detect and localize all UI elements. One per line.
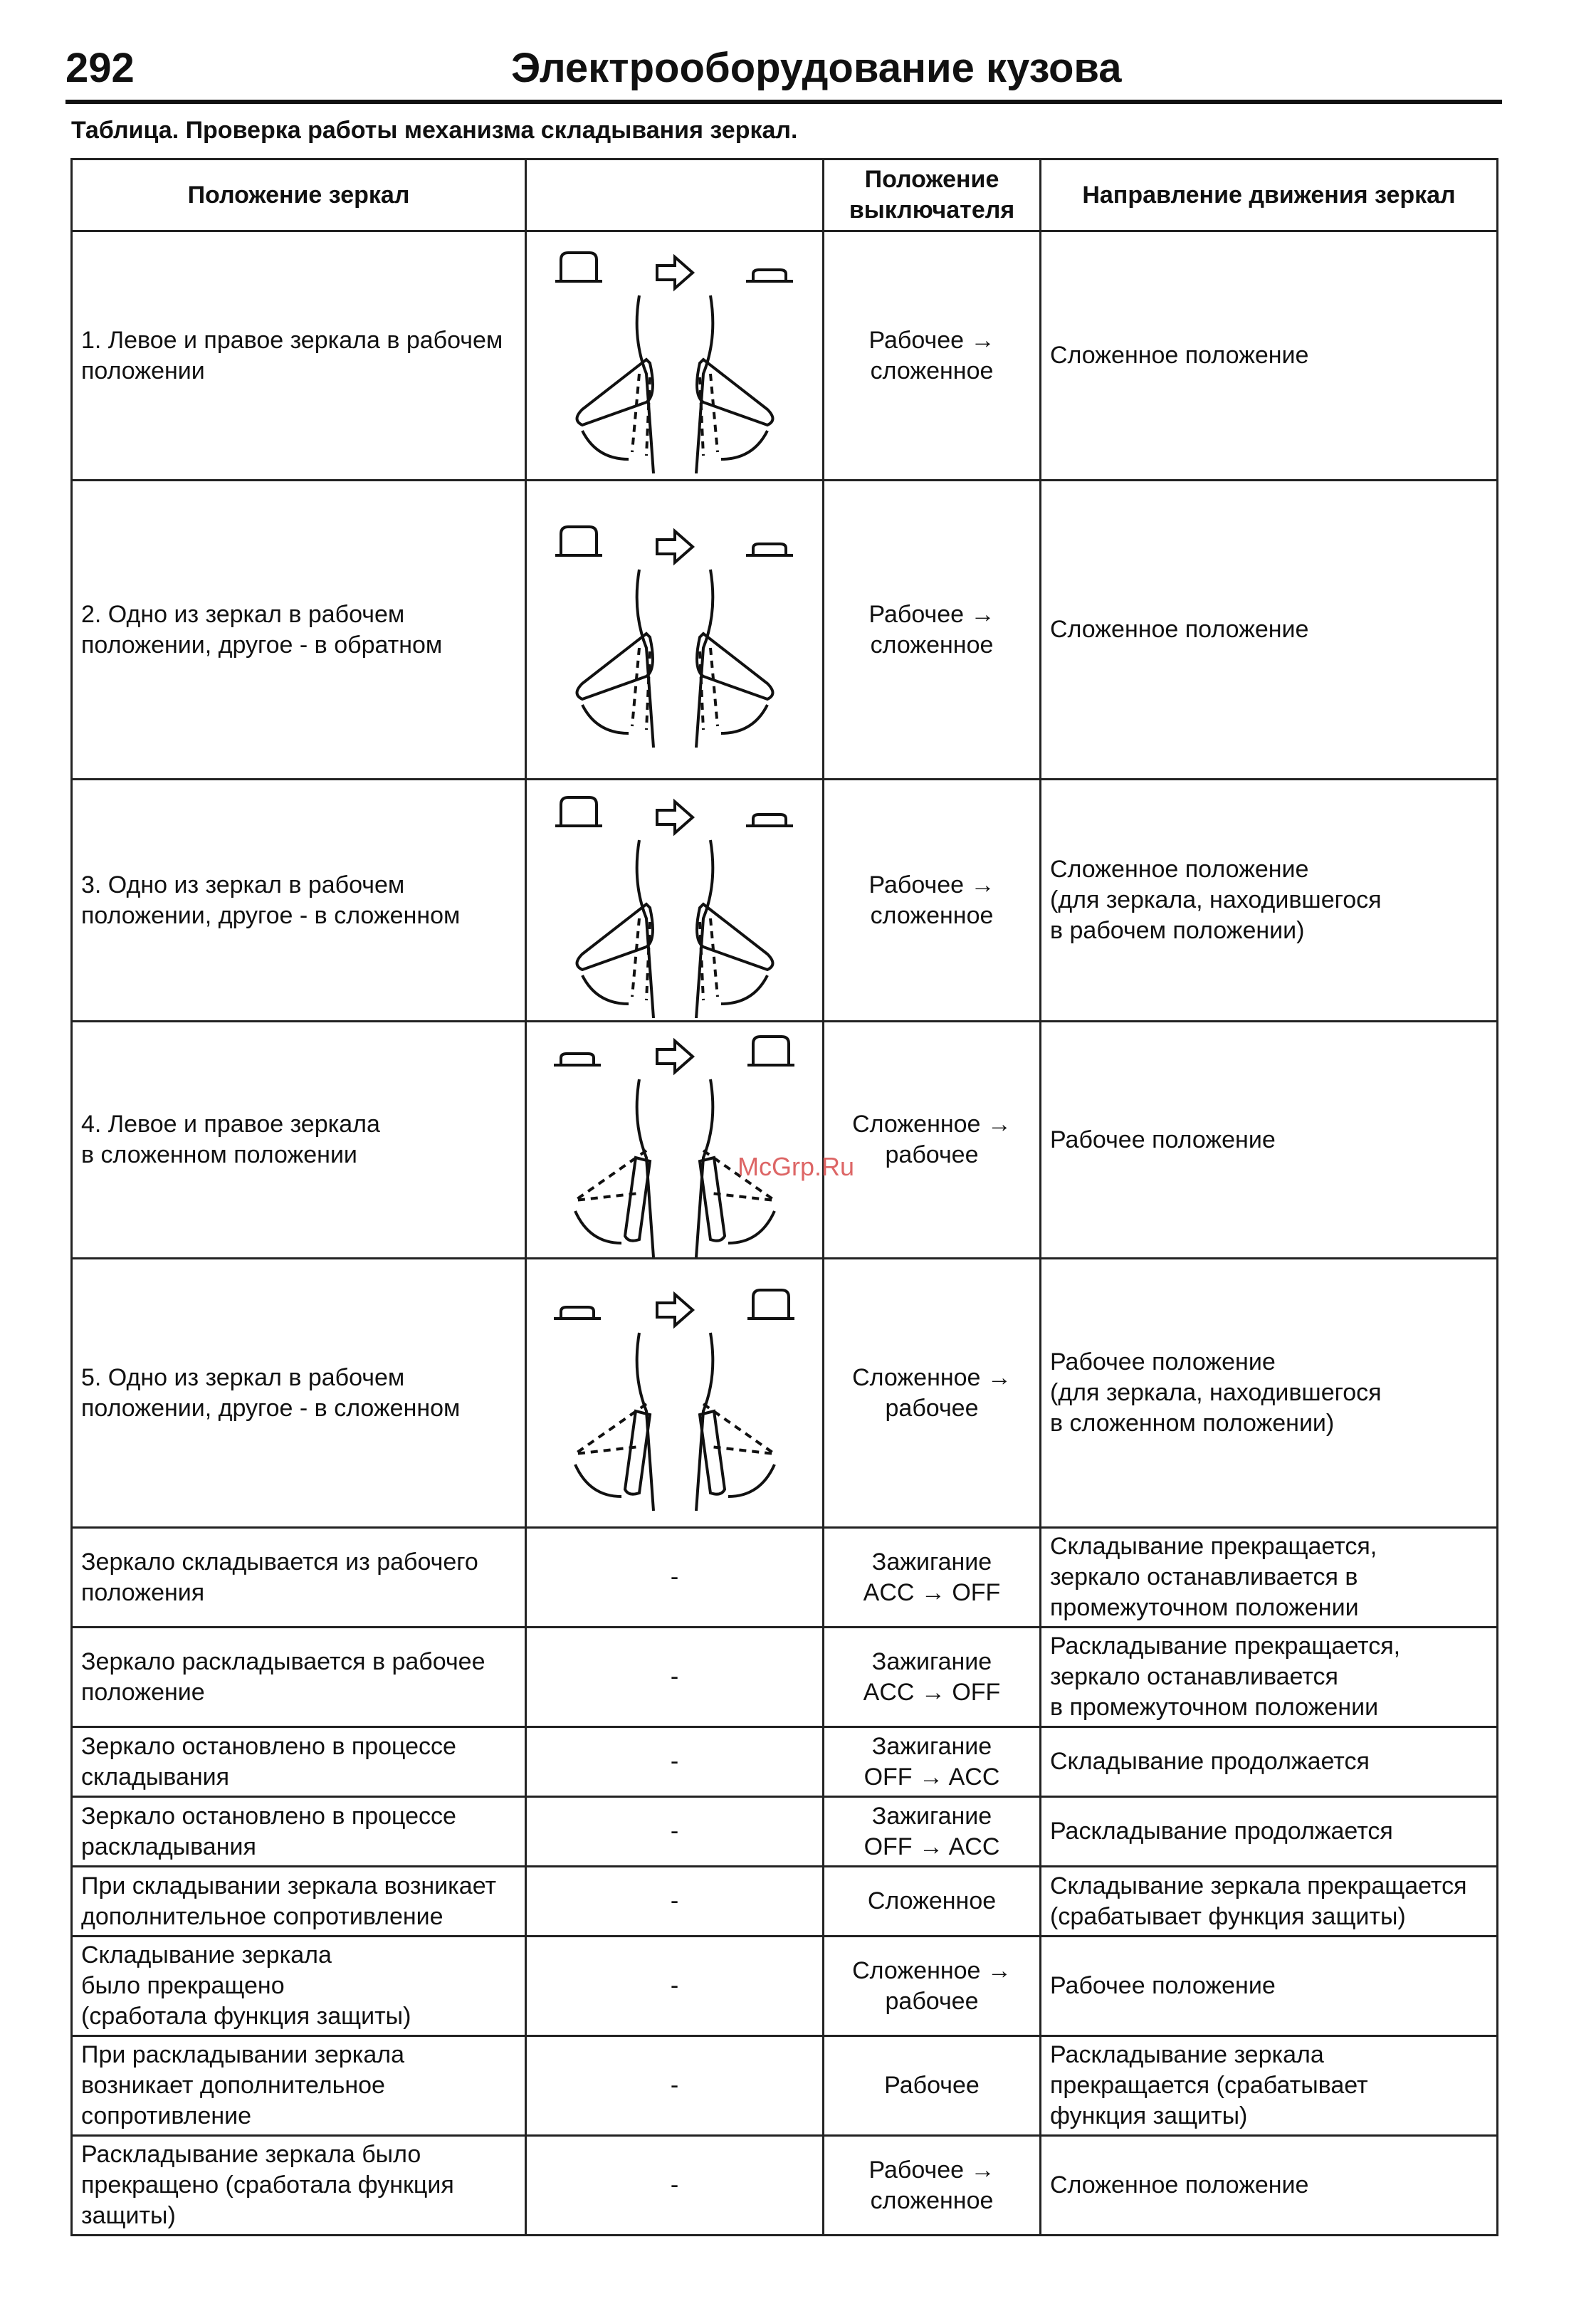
switch-lowered-icon	[746, 814, 793, 826]
mirror-position-line: (сработала функция защиты)	[81, 2003, 411, 2030]
unfold-arrow-right-icon	[728, 1464, 775, 1497]
switch-raised-icon	[747, 1290, 794, 1319]
right-arrow-icon	[657, 257, 693, 288]
mirror-left-open-dashed	[575, 1151, 646, 1200]
mirror-left-open-dashed	[575, 1404, 646, 1454]
mirror-position-line: 3. Одно из зеркал в рабочем	[81, 871, 405, 898]
switch-position-line: OFF → ACC	[863, 1833, 1000, 1860]
diagram-cell-empty: -	[526, 1867, 824, 1937]
fold-arrow-right-icon	[721, 705, 767, 733]
table-row	[72, 1022, 1498, 1259]
diagram-cell-empty: -	[526, 1937, 824, 2036]
table-row	[72, 1867, 1498, 1937]
switch-position-line: Рабочее	[884, 2072, 980, 2099]
switch-position-line: сложенное	[870, 631, 994, 659]
movement-direction-cell	[1041, 1797, 1498, 1867]
mirror-position-line: сопротивление	[81, 2102, 252, 2129]
right-arrow-icon	[657, 1041, 693, 1072]
diagram-cell-empty: -	[526, 1528, 824, 1628]
mirror-left-open	[577, 904, 653, 970]
switch-position-cell	[824, 1628, 1041, 1727]
column-header-direction: Направление движения зеркал	[1041, 159, 1498, 231]
movement-direction-cell	[1041, 1727, 1498, 1797]
mirror-position-line: положения	[81, 1578, 205, 1606]
mirror-position-cell	[72, 1528, 526, 1628]
switch-lowered-icon	[554, 1307, 601, 1319]
mirror-position-cell	[72, 2136, 526, 2236]
mirror-position-line: Зеркало складывается из рабочего	[81, 1548, 478, 1576]
diagram-cell-empty: -	[526, 2136, 824, 2236]
unfold-arrow-left-icon	[575, 1464, 621, 1497]
mirror-position-cell	[72, 481, 526, 780]
diagram-cell-empty: -	[526, 1797, 824, 1867]
switch-position-cell	[824, 1528, 1041, 1628]
table-row	[72, 780, 1498, 1022]
mirror-right-open	[697, 360, 773, 425]
switch-position-line: рабочее	[885, 1987, 979, 2015]
switch-position-cell	[824, 1797, 1041, 1867]
movement-direction-line: функция защиты)	[1050, 2102, 1248, 2129]
mirror-left-open	[577, 634, 653, 699]
movement-direction-cell	[1041, 231, 1498, 481]
mirror-position-line: положение	[81, 1678, 205, 1706]
mirror-position-line: Зеркало остановлено в процессе	[81, 1732, 456, 1760]
switch-position-cell	[824, 780, 1041, 1022]
movement-direction-cell	[1041, 1937, 1498, 2036]
movement-direction-cell	[1041, 481, 1498, 780]
table-row	[72, 1259, 1498, 1528]
movement-direction-line: Раскладывание зеркала	[1050, 2041, 1324, 2068]
mirror-position-line: Зеркало остановлено в процессе	[81, 1802, 456, 1830]
table-row	[72, 2036, 1498, 2136]
mirror-position-cell	[72, 1628, 526, 1727]
switch-position-line: Зажигание	[871, 1802, 992, 1830]
movement-direction-line: прекращается (срабатывает	[1050, 2072, 1368, 2099]
fold-arrow-right-icon	[721, 975, 767, 1004]
switch-position-cell	[824, 1867, 1041, 1937]
mirror-position-line: 2. Одно из зеркал в рабочем	[81, 600, 405, 628]
table-header-row	[72, 159, 1498, 231]
mirror-position-line: возникает дополнительное	[81, 2072, 385, 2099]
movement-direction-line: Раскладывание прекращается,	[1050, 1633, 1401, 1660]
mirror-position-line: положении, другое - в сложенном	[81, 1394, 461, 1422]
mirror-position-cell	[72, 1937, 526, 2036]
mirror-position-line: При раскладывании зеркала	[81, 2041, 404, 2068]
mirror-position-line: дополнительное сопротивление	[81, 1902, 443, 1930]
mirror-left-open	[577, 360, 653, 425]
switch-position-cell	[824, 1727, 1041, 1797]
diagram-cell	[526, 1022, 824, 1259]
switch-lowered-icon	[554, 1054, 601, 1065]
movement-direction-line: в промежуточном положении	[1050, 1694, 1379, 1721]
mirror-position-line: 4. Левое и правое зеркала	[81, 1111, 380, 1138]
movement-direction-line: Рабочее положение	[1050, 1348, 1276, 1376]
fold-arrow-left-icon	[582, 431, 629, 459]
switch-position-cell	[824, 231, 1041, 481]
movement-direction-line: Раскладывание продолжается	[1050, 1818, 1393, 1845]
movement-direction-line: Сложенное положение	[1050, 616, 1309, 643]
mirror-position-cell	[72, 1727, 526, 1797]
fold-arrow-left-icon	[582, 975, 629, 1004]
switch-position-line: Зажигание	[871, 1732, 992, 1760]
table-caption: Таблица. Проверка работы механизма складывания зеркал.	[71, 117, 798, 144]
mirror-position-line: При складывании зеркала возникает	[81, 1872, 497, 1900]
switch-position-line: Сложенное →	[852, 1111, 1012, 1138]
column-header-diagram	[526, 159, 824, 231]
mirror-position-cell	[72, 231, 526, 481]
column-header-switch-line2: выключателя	[849, 197, 1015, 224]
right-arrow-icon	[657, 1294, 693, 1326]
switch-position-line: рабочее	[885, 1394, 979, 1422]
movement-direction-line: в рабочем положении)	[1050, 917, 1305, 944]
movement-direction-line: в сложенном положении)	[1050, 1410, 1335, 1437]
switch-position-line: ACC → OFF	[863, 1578, 1001, 1606]
mirror-position-cell	[72, 2036, 526, 2136]
switch-position-line: Рабочее →	[868, 326, 995, 354]
switch-raised-icon	[555, 527, 602, 555]
mirror-position-cell	[72, 1797, 526, 1867]
diagram-cell	[526, 481, 824, 780]
switch-position-cell	[824, 2136, 1041, 2236]
mirror-position-line: в сложенном положении	[81, 1141, 357, 1168]
switch-position-line: Рабочее →	[868, 871, 995, 898]
diagram-cell	[526, 231, 824, 481]
mirror-position-line: 5. Одно из зеркал в рабочем	[81, 1363, 405, 1391]
diagram-cell-empty: -	[526, 1727, 824, 1797]
movement-direction-line: Сложенное положение	[1050, 856, 1309, 883]
movement-direction-line: (срабатывает функция защиты)	[1050, 1902, 1406, 1930]
switch-position-cell	[824, 2036, 1041, 2136]
mirror-position-line: положении	[81, 357, 205, 384]
movement-direction-line: зеркало останавливается в	[1050, 1563, 1358, 1591]
movement-direction-cell	[1041, 1022, 1498, 1259]
switch-position-line: ACC → OFF	[863, 1678, 1001, 1706]
switch-position-line: OFF → ACC	[863, 1763, 1000, 1791]
switch-position-line: Сложенное	[867, 1887, 997, 1914]
page-title: Электрооборудование кузова	[511, 45, 1122, 91]
switch-lowered-icon	[746, 270, 793, 281]
diagram-cell-empty: -	[526, 2036, 824, 2136]
header-rule	[65, 100, 1502, 104]
movement-direction-line: промежуточном положении	[1050, 1594, 1359, 1621]
diagram-cell-empty: -	[526, 1628, 824, 1727]
mirror-position-line: было прекращено	[81, 1972, 285, 1999]
mirror-position-cell	[72, 1022, 526, 1259]
mirror-position-cell	[72, 1259, 526, 1528]
switch-position-line: Рабочее →	[868, 600, 995, 628]
movement-direction-line: Складывание продолжается	[1050, 1748, 1370, 1775]
table-row	[72, 2136, 1498, 2236]
switch-position-cell	[824, 1022, 1041, 1259]
mirror-fold-diagram-2	[532, 513, 817, 748]
switch-position-line: Сложенное →	[852, 1956, 1012, 1984]
mirror-position-line: раскладывания	[81, 1833, 256, 1860]
mirror-position-line: положении, другое - в обратном	[81, 631, 443, 659]
mirror-unfold-diagram-5	[532, 1276, 817, 1511]
fold-arrow-left-icon	[582, 705, 629, 733]
page-number: 292	[65, 45, 135, 91]
table-row	[72, 1727, 1498, 1797]
column-header-switch	[824, 159, 1041, 231]
mirror-position-line: прекращено (сработала функция	[81, 2171, 454, 2199]
mirror-position-line: Раскладывание зеркала было	[81, 2141, 421, 2168]
movement-direction-cell	[1041, 780, 1498, 1022]
right-arrow-icon	[657, 802, 693, 833]
movement-direction-cell	[1041, 2036, 1498, 2136]
switch-position-line: Сложенное →	[852, 1363, 1012, 1391]
mirror-position-line: Складывание зеркала	[81, 1942, 332, 1969]
movement-direction-line: Складывание зеркала прекращается	[1050, 1872, 1467, 1900]
mirror-position-line: складывания	[81, 1763, 230, 1791]
mirror-position-line: Зеркало раскладывается в рабочее	[81, 1647, 485, 1675]
movement-direction-cell	[1041, 1628, 1498, 1727]
mirror-unfold-diagram-4	[532, 1022, 817, 1257]
table-row	[72, 231, 1498, 481]
movement-direction-cell	[1041, 1528, 1498, 1628]
mirror-position-line: защиты)	[81, 2202, 176, 2229]
mirror-position-cell	[72, 1867, 526, 1937]
table-row	[72, 1797, 1498, 1867]
movement-direction-line: (для зеркала, находившегося	[1050, 1379, 1382, 1406]
unfold-arrow-right-icon	[728, 1211, 775, 1243]
switch-position-line: Рабочее →	[868, 2156, 995, 2184]
watermark: McGrp.Ru	[737, 1152, 855, 1181]
switch-position-line: Зажигание	[871, 1548, 992, 1576]
movement-direction-cell	[1041, 1259, 1498, 1528]
mirror-right-open-dashed	[703, 1404, 775, 1454]
mirror-position-line: положении, другое - в сложенном	[81, 901, 461, 929]
mirror-right-open	[697, 634, 773, 699]
switch-position-cell	[824, 1259, 1041, 1528]
switch-raised-icon	[555, 253, 602, 281]
switch-position-line: сложенное	[870, 357, 994, 384]
switch-raised-icon	[555, 797, 602, 826]
mirror-fold-diagram-3	[532, 783, 817, 1018]
mirror-position-cell	[72, 780, 526, 1022]
switch-position-cell	[824, 481, 1041, 780]
mirror-right-open	[697, 904, 773, 970]
switch-position-line: сложенное	[870, 2186, 994, 2214]
mirror-fold-diagram-1	[532, 239, 817, 473]
movement-direction-line: Сложенное положение	[1050, 2171, 1309, 2199]
switch-position-line: рабочее	[885, 1141, 979, 1168]
right-arrow-icon	[657, 531, 693, 562]
mirror-check-table	[70, 158, 1498, 2236]
movement-direction-line: Рабочее положение	[1050, 1972, 1276, 1999]
switch-position-cell	[824, 1937, 1041, 2036]
switch-position-line: сложенное	[870, 901, 994, 929]
switch-position-line: Зажигание	[871, 1647, 992, 1675]
fold-arrow-right-icon	[721, 431, 767, 459]
column-header-switch-line1: Положение	[864, 166, 999, 193]
table-row	[72, 1528, 1498, 1628]
diagram-cell	[526, 780, 824, 1022]
column-header-position: Положение зеркал	[72, 159, 526, 231]
switch-raised-icon	[747, 1037, 794, 1065]
mirror-position-line: 1. Левое и правое зеркала в рабочем	[81, 326, 503, 354]
unfold-arrow-left-icon	[575, 1211, 621, 1243]
table-row	[72, 1937, 1498, 2036]
movement-direction-line: Сложенное положение	[1050, 342, 1309, 369]
movement-direction-cell	[1041, 1867, 1498, 1937]
table-row	[72, 1628, 1498, 1727]
movement-direction-cell	[1041, 2136, 1498, 2236]
movement-direction-line: зеркало останавливается	[1050, 1663, 1338, 1690]
table-row	[72, 481, 1498, 780]
movement-direction-line: Рабочее положение	[1050, 1126, 1276, 1153]
movement-direction-line: (для зеркала, находившегося	[1050, 886, 1382, 913]
switch-lowered-icon	[746, 544, 793, 555]
diagram-cell	[526, 1259, 824, 1528]
movement-direction-line: Складывание прекращается,	[1050, 1533, 1377, 1560]
